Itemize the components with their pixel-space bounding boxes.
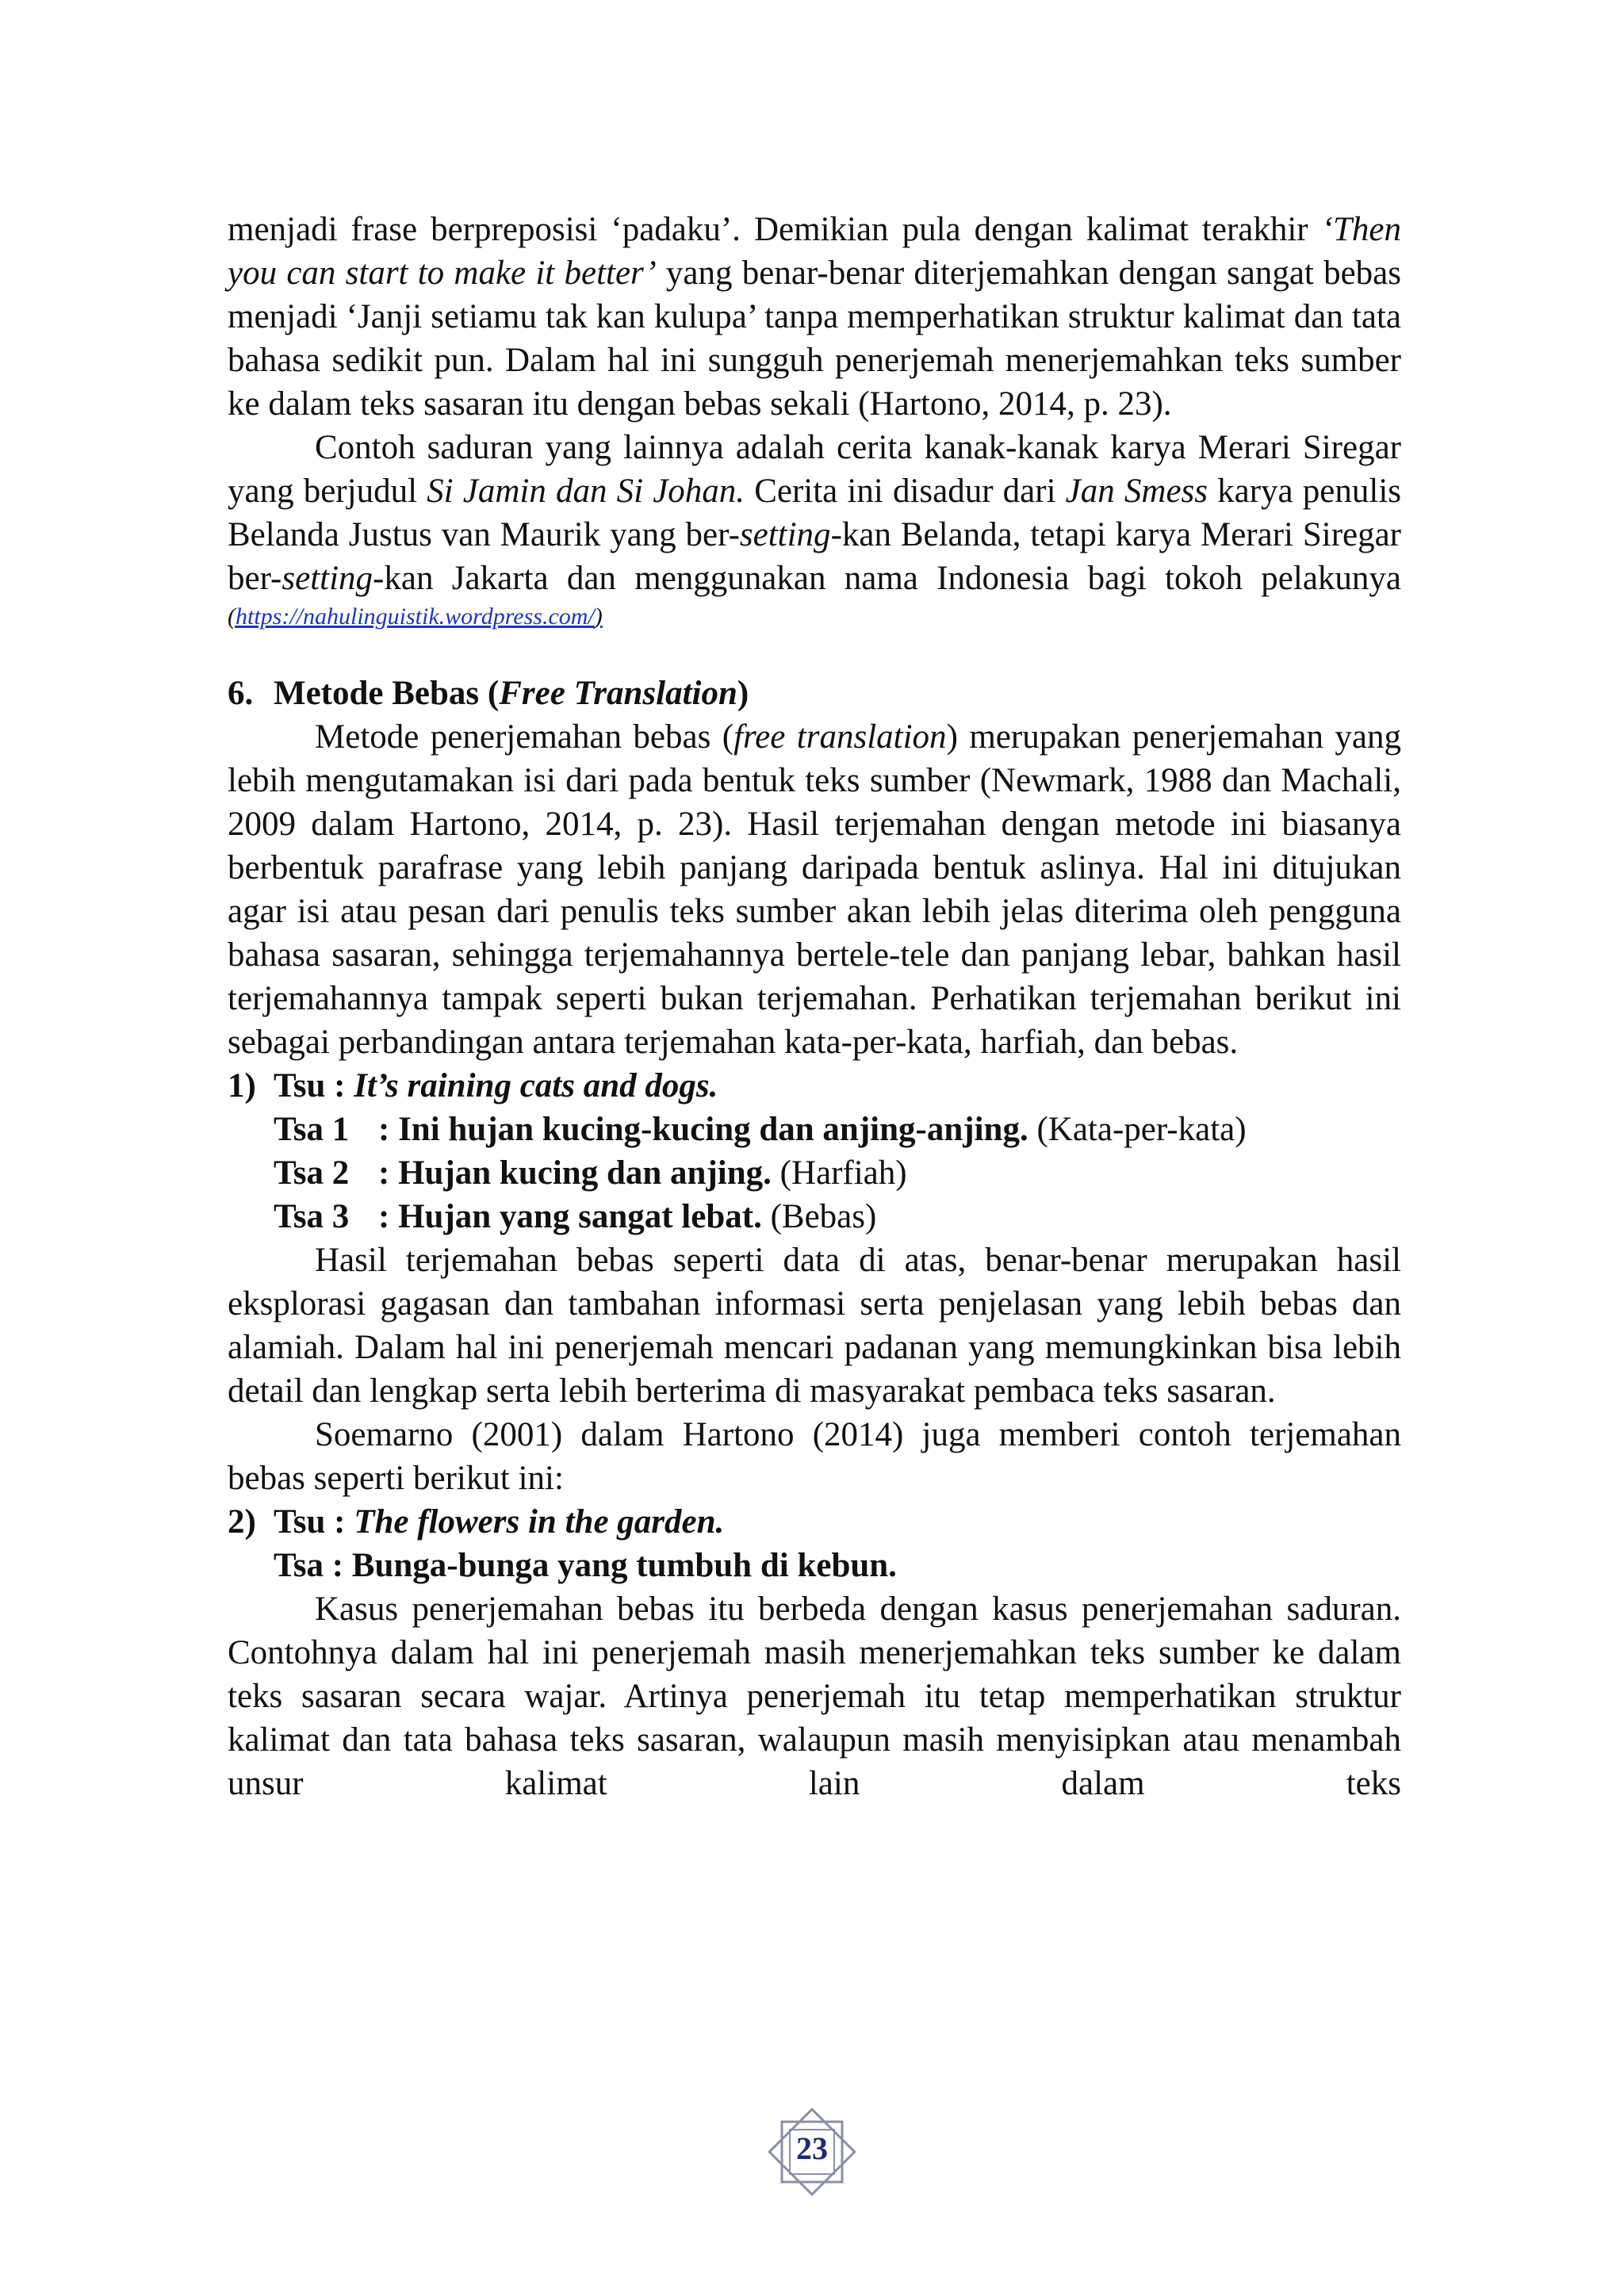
text-span: Cerita ini disadur dari (745, 473, 1066, 510)
paragraph-5: Soemarno (2001) dalam Hartono (2014) juga memberi contoh terjemahan bebas seperti berikut ini: (228, 1416, 1401, 1497)
heading-text: ) (737, 675, 749, 712)
text-span: -kan Jakarta dan menggunakan nama Indonesia bagi tokoh pelakunya (373, 560, 1401, 597)
section-number: 6. (228, 675, 254, 712)
paragraph-1 (228, 208, 1401, 426)
tsa-text: Ini hujan kucing-kucing dan anjing-anjing. (398, 1111, 1028, 1148)
paragraph-2 (228, 426, 1401, 600)
tsa-note: (Bebas) (761, 1198, 877, 1235)
example-number: 1) (228, 1067, 256, 1104)
example-2-target (274, 1544, 1401, 1587)
tsa-colon: : (378, 1111, 399, 1148)
tsa-label: Tsa 3 (274, 1198, 350, 1235)
link-url[interactable]: https://nahulinguistik.wordpress.com/ (236, 603, 595, 630)
paragraph-4: Hasil terjemahan bebas seperti data di atas, benar-benar merupakan hasil eksplorasi gagasan dan tambahan informasi serta penjelasan yang lebih bebas dan alamiah. Dalam hal ini penerjemah mencari padanan yang memungkinkan bisa lebih detail dan lengkap serta lebih berterima di masyarakat pembaca teks sasaran. (228, 1242, 1401, 1410)
page-number: 23 (796, 2130, 828, 2166)
tsa-colon: : (378, 1154, 399, 1192)
example-2-source (228, 1500, 1401, 1544)
tsu-text: It’s raining cats and dogs. (354, 1067, 718, 1104)
example-number: 2) (228, 1503, 256, 1541)
tsa-note: (Kata-per-kata) (1028, 1111, 1247, 1148)
spacer (228, 634, 1401, 672)
text-span: Metode penerjemahan bebas ( (315, 718, 734, 756)
tsu-text: The flowers in the garden. (354, 1503, 725, 1541)
tsu-label: Tsu : (274, 1067, 354, 1104)
reference-link[interactable] (228, 600, 1401, 634)
text-span: menjadi frase berpreposisi ‘padaku’. Demikian pula dengan kalimat terakhir (228, 211, 1322, 248)
tsa-text: Hujan yang sangat lebat. (398, 1198, 762, 1235)
example-1-target-3 (274, 1195, 1401, 1238)
example-1-target-2 (274, 1151, 1401, 1195)
italic-term: free translation (733, 718, 947, 756)
tsa-text: Bunga-bunga yang tumbuh di kebun. (351, 1547, 897, 1584)
text-span: karya penulis Belanda Justus van Maurik yang ber- (228, 473, 1401, 553)
tsu-label: Tsu : (274, 1503, 354, 1541)
italic-term: setting (282, 560, 373, 597)
link-paren: ) (594, 603, 603, 630)
page-number-ornament (764, 2104, 860, 2199)
link-paren: ( (228, 603, 236, 630)
paragraph-6: Kasus penerjemahan bebas itu berbeda dengan kasus penerjemahan saduran. Contohnya dalam hal ini penerjemah masih menerjemahkan teks sumber ke dalam teks sasaran secara wajar. Artinya penerjemah itu tetap memperhatikan struktur kalimat dan tata bahasa teks sasaran, walaupun masih menyisipkan atau menambah unsur kalimat lain dalam teks (228, 1591, 1401, 1802)
tsa-colon: : (378, 1198, 399, 1235)
tsa-note: (Harfiah) (771, 1154, 907, 1192)
example-1-source (228, 1064, 1401, 1108)
paragraph-3 (228, 715, 1401, 1064)
heading-text: Metode Bebas ( (274, 675, 500, 712)
text-span: yang benar-benar diterjemahkan dengan sangat bebas menjadi ‘Janji setiamu tak kan kulupa’ tanpa memperhatikan struktur kalimat dan tata bahasa sedikit pun. Dalam hal ini sungguh penerjemah menerjemahkan teks sumber ke dalam teks sasaran itu dengan bebas sekali (Hartono, 2014, p. 23). (228, 255, 1401, 423)
heading-italic: Free Translation (499, 675, 737, 712)
document-page (228, 208, 1401, 1805)
tsa-label: Tsa 2 (274, 1154, 350, 1192)
italic-term: setting (739, 516, 831, 553)
tsa-label: Tsa : (274, 1547, 352, 1584)
book-title: Jan Smess (1065, 473, 1208, 510)
text-span: ) merupakan penerjemahan yang lebih mengutamakan isi dari pada bentuk teks sumber (Newmark, 1988 dan Machali, 2009 dalam Hartono, 2014, p. 23). Hasil terjemahan dengan metode ini biasanya berbentuk parafrase yang lebih panjang daripada bentuk aslinya. Hal ini ditujukan agar isi atau pesan dari penulis teks sumber akan lebih jelas diterima oleh pengguna bahasa sasaran, sehingga terjemahannya bertele-tele dan panjang lebar, bahkan hasil terjemahannya tampak seperti bukan terjemahan. Perhatikan terjemahan berikut ini sebagai perbandingan antara terjemahan kata-per-kata, harfiah, dan bebas. (228, 718, 1401, 1061)
text-span: -kan Belanda, tetapi karya Merari Siregar ber- (228, 516, 1401, 597)
tsa-text: Hujan kucing dan anjing. (398, 1154, 772, 1192)
example-1-target-1 (274, 1108, 1401, 1151)
text-span: Contoh saduran yang lainnya adalah cerita kanak-kanak karya Merari Siregar yang berjudul (228, 429, 1401, 510)
tsa-label: Tsa 1 (274, 1111, 350, 1148)
italic-quote: ‘Then you can start to make it better’ (228, 211, 1401, 292)
section-heading (228, 672, 1401, 715)
book-title: Si Jamin dan Si Johan. (427, 473, 745, 510)
